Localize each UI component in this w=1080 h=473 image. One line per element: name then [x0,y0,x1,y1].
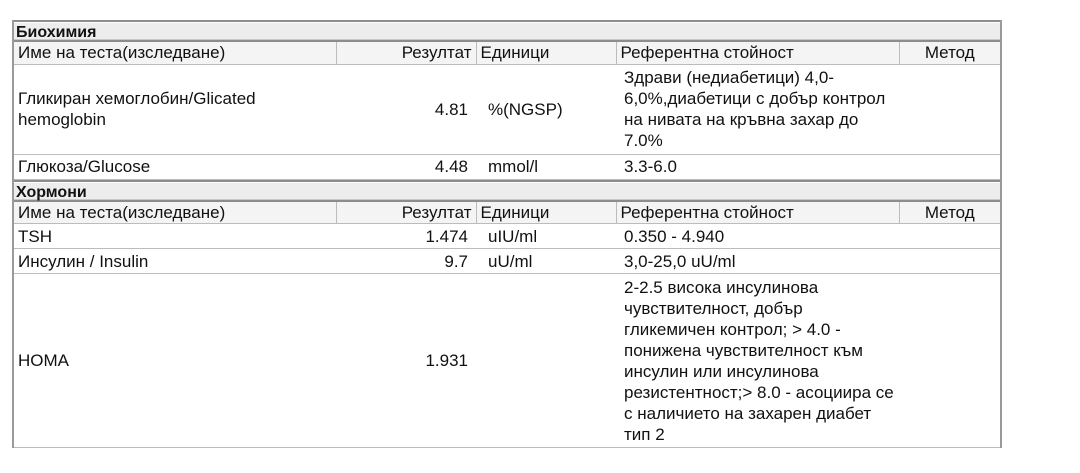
test-name: Инсулин / Insulin [14,249,336,274]
header-result: Резултат [336,42,476,64]
header-reference: Референтна стойност [616,202,899,224]
test-units: mmol/l [476,154,616,179]
test-units: %(NGSP) [476,64,616,154]
test-result: 1.931 [336,274,476,448]
section-title-biochemistry: Биохимия [14,20,1000,42]
test-method [899,154,1000,179]
test-name: TSH [14,224,336,249]
test-result: 4.81 [336,64,476,154]
test-name: Глюкоза/Glucose [14,154,336,179]
header-test-name: Име на теста(изследване) [14,42,336,64]
header-units: Единици [476,42,616,64]
test-reference: 2-2.5 висока инсулинова чувствителност, добър гликемичен контрол; > 4.0 - понижена чувствителност към инсулин или инсулинова резистентност;> 8.0 - асоциира се с наличието на захарен диабет тип 2 [616,274,899,448]
test-units: uU/ml [476,249,616,274]
test-result: 9.7 [336,249,476,274]
test-units: uIU/ml [476,224,616,249]
test-method [899,274,1000,448]
table-row [14,154,1000,179]
test-name: Гликиран хемоглобин/Glicated hemoglobin [14,64,336,154]
table-row [14,249,1000,274]
hormones-table [14,202,1000,449]
test-method [899,249,1000,274]
header-result: Резултат [336,202,476,224]
test-method [899,224,1000,249]
test-reference: 3.3-6.0 [616,154,899,179]
test-method [899,64,1000,154]
test-reference: 3,0-25,0 uU/ml [616,249,899,274]
test-reference: 0.350 - 4.940 [616,224,899,249]
header-reference: Референтна стойност [616,42,899,64]
header-units: Единици [476,202,616,224]
header-method: Метод [899,202,1000,224]
test-result: 4.48 [336,154,476,179]
table-header-row [14,202,1000,224]
table-row [14,224,1000,249]
test-result: 1.474 [336,224,476,249]
test-units [476,274,616,448]
section-title-hormones: Хормони [14,180,1000,202]
table-row [14,274,1000,448]
biochemistry-table [14,42,1000,180]
test-name: HOMA [14,274,336,448]
header-method: Метод [899,42,1000,64]
table-row [14,64,1000,154]
table-header-row [14,42,1000,64]
lab-results-sheet [12,20,1002,448]
test-reference: Здрави (недиабетици) 4,0-6,0%,диабетици с добър контрол на нивата на кръвна захар до 7.0% [616,64,899,154]
header-test-name: Име на теста(изследване) [14,202,336,224]
